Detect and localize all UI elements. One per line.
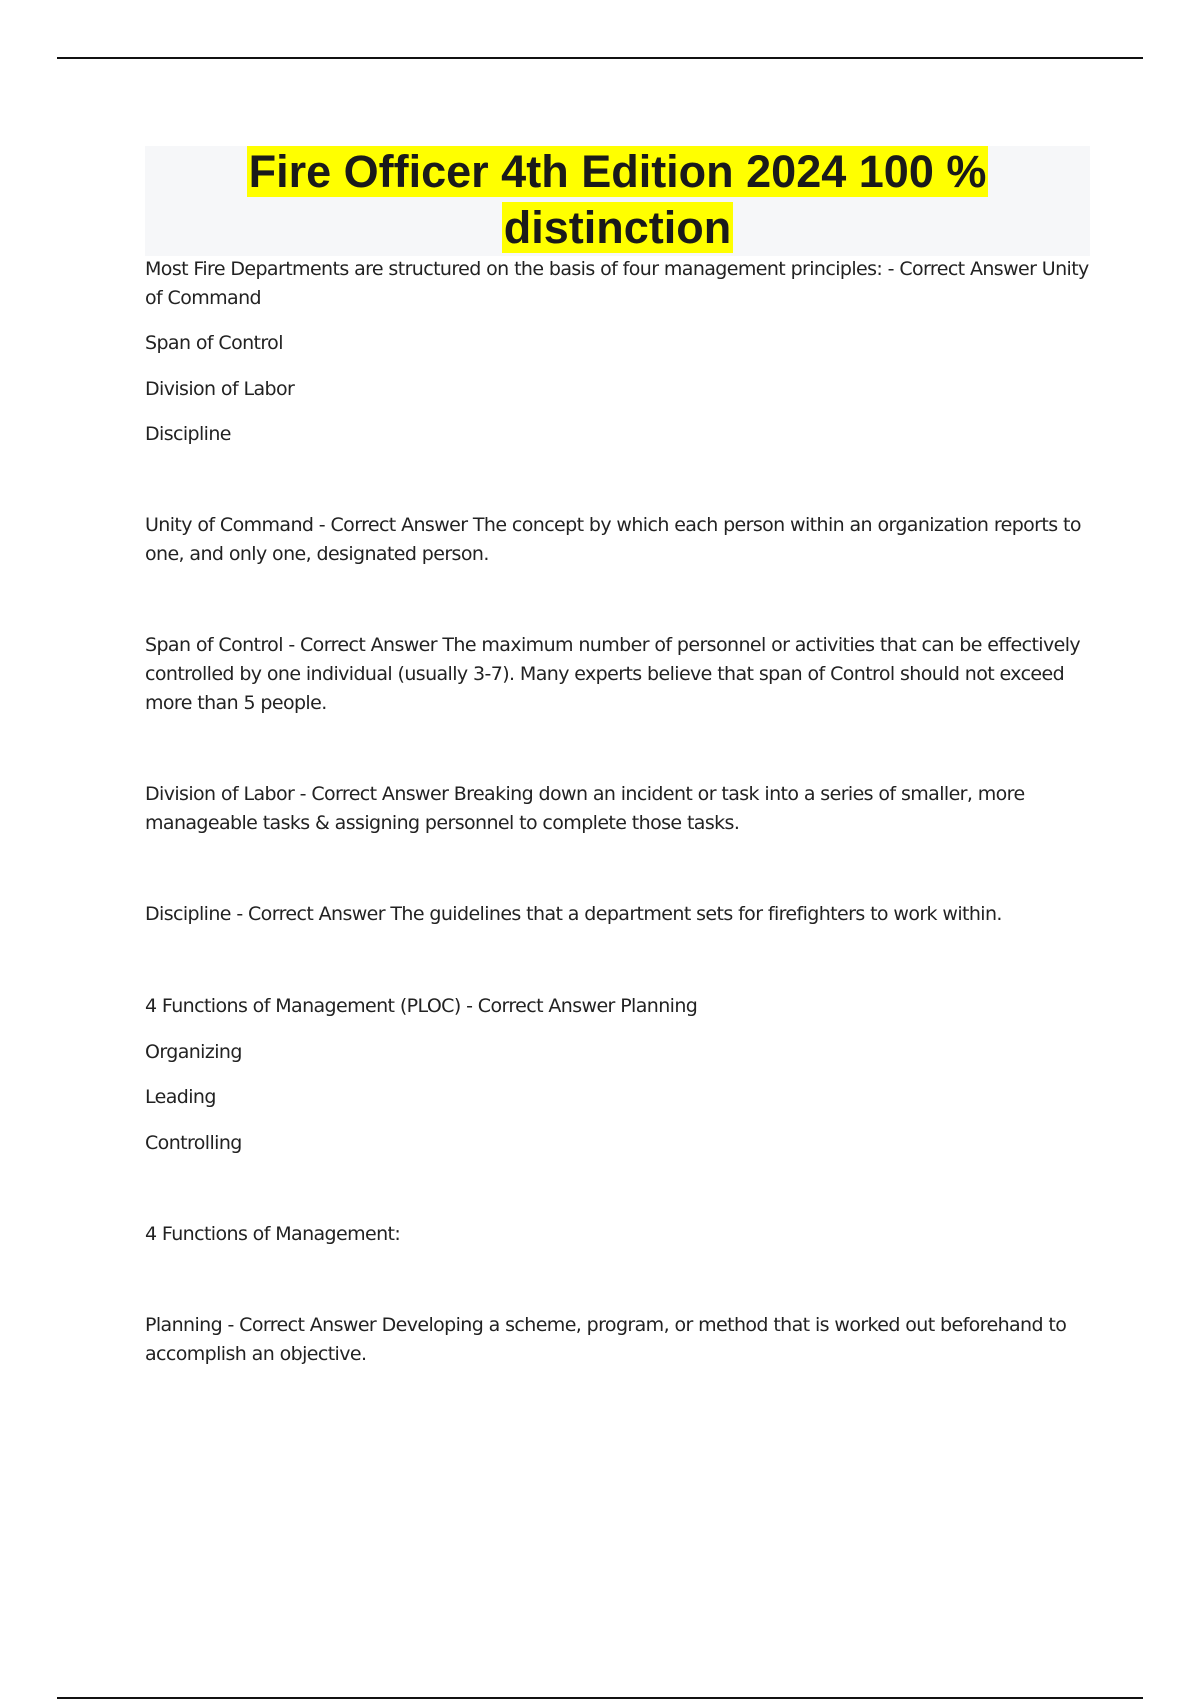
- paragraph-span-of-control: Span of Control: [145, 332, 283, 354]
- paragraph-functions-ploc: 4 Functions of Management (PLOC) - Correct Answer Planning: [145, 995, 698, 1017]
- paragraph-principles-intro: Most Fire Departments are structured on the basis of four management principles: - Correct Answer Unity of Command: [145, 258, 1089, 309]
- paragraph-division-of-labor-def: Division of Labor - Correct Answer Breaking down an incident or task into a series of smaller, more manageable tasks & assigning personnel to complete those tasks.: [145, 783, 1025, 834]
- paragraph-discipline-def: Discipline - Correct Answer The guidelines that a department sets for firefighters to work within.: [145, 903, 1002, 925]
- paragraph-organizing: Organizing: [145, 1041, 242, 1063]
- paragraph-functions-heading: 4 Functions of Management:: [145, 1223, 401, 1245]
- title-highlight: Fire Officer 4th Edition 2024 100 % distinction: [248, 146, 987, 253]
- paragraph-planning-def: Planning - Correct Answer Developing a scheme, program, or method that is worked out beforehand to accomplish an objective.: [145, 1314, 1067, 1365]
- paragraph-controlling: Controlling: [145, 1132, 242, 1154]
- document-title: [145, 144, 1090, 256]
- paragraph-span-of-control-def: Span of Control - Correct Answer The maximum number of personnel or activities that can be effectively controlled by one individual (usually 3-7). Many experts believe that span of Control should not exceed more than 5 people.: [145, 634, 1081, 714]
- paragraph-unity-of-command-def: Unity of Command - Correct Answer The concept by which each person within an organization reports to one, and only one, designated person.: [145, 514, 1081, 565]
- paragraph-division-of-labor: Division of Labor: [145, 378, 295, 400]
- top-page-rule: [57, 57, 1143, 59]
- paragraph-discipline: Discipline: [145, 423, 231, 445]
- bottom-page-rule: [57, 1697, 1143, 1699]
- paragraph-leading: Leading: [145, 1086, 216, 1108]
